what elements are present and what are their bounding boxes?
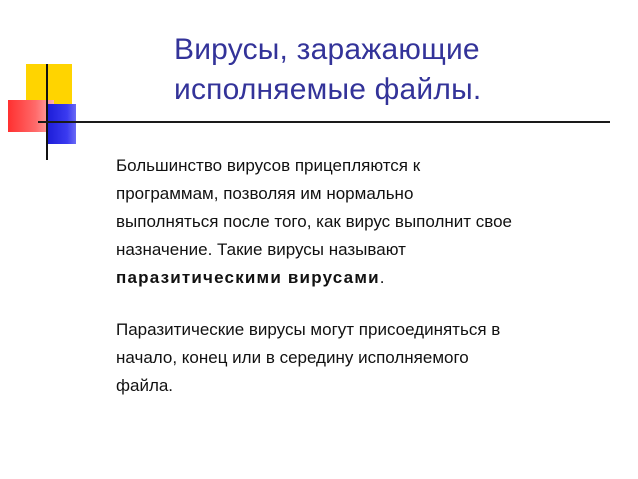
- paragraph-2-line-2: начало, конец или в середину исполняемого: [116, 348, 469, 367]
- paragraph-2: [116, 316, 616, 400]
- paragraph-1-line-4: назначение. Такие вирусы называют: [116, 240, 406, 259]
- paragraph-1: [116, 152, 616, 292]
- slide-body: [116, 152, 616, 400]
- paragraph-2-line-3: файла.: [116, 376, 174, 395]
- vertical-rule: [46, 64, 48, 160]
- title-line-2: исполняемые файлы.: [174, 73, 482, 106]
- blue-square: [46, 104, 76, 144]
- title-line-1: Вирусы, заражающие: [174, 33, 480, 66]
- title-underline-rule: [38, 121, 610, 123]
- bold-term: паразитическими вирусами: [116, 268, 380, 287]
- paragraph-2-line-1: Паразитические вирусы могут присоединяться в: [116, 320, 501, 339]
- slide-title: [174, 30, 614, 110]
- paragraph-1-line-2: программам, позволяя им нормально: [116, 184, 414, 203]
- paragraph-1-line-5: [116, 264, 616, 292]
- bold-term-suffix: .: [379, 268, 385, 287]
- paragraph-1-line-1: Большинство вирусов прицепляются к: [116, 156, 421, 175]
- paragraph-1-line-3: выполняться после того, как вирус выполнит свое: [116, 212, 513, 231]
